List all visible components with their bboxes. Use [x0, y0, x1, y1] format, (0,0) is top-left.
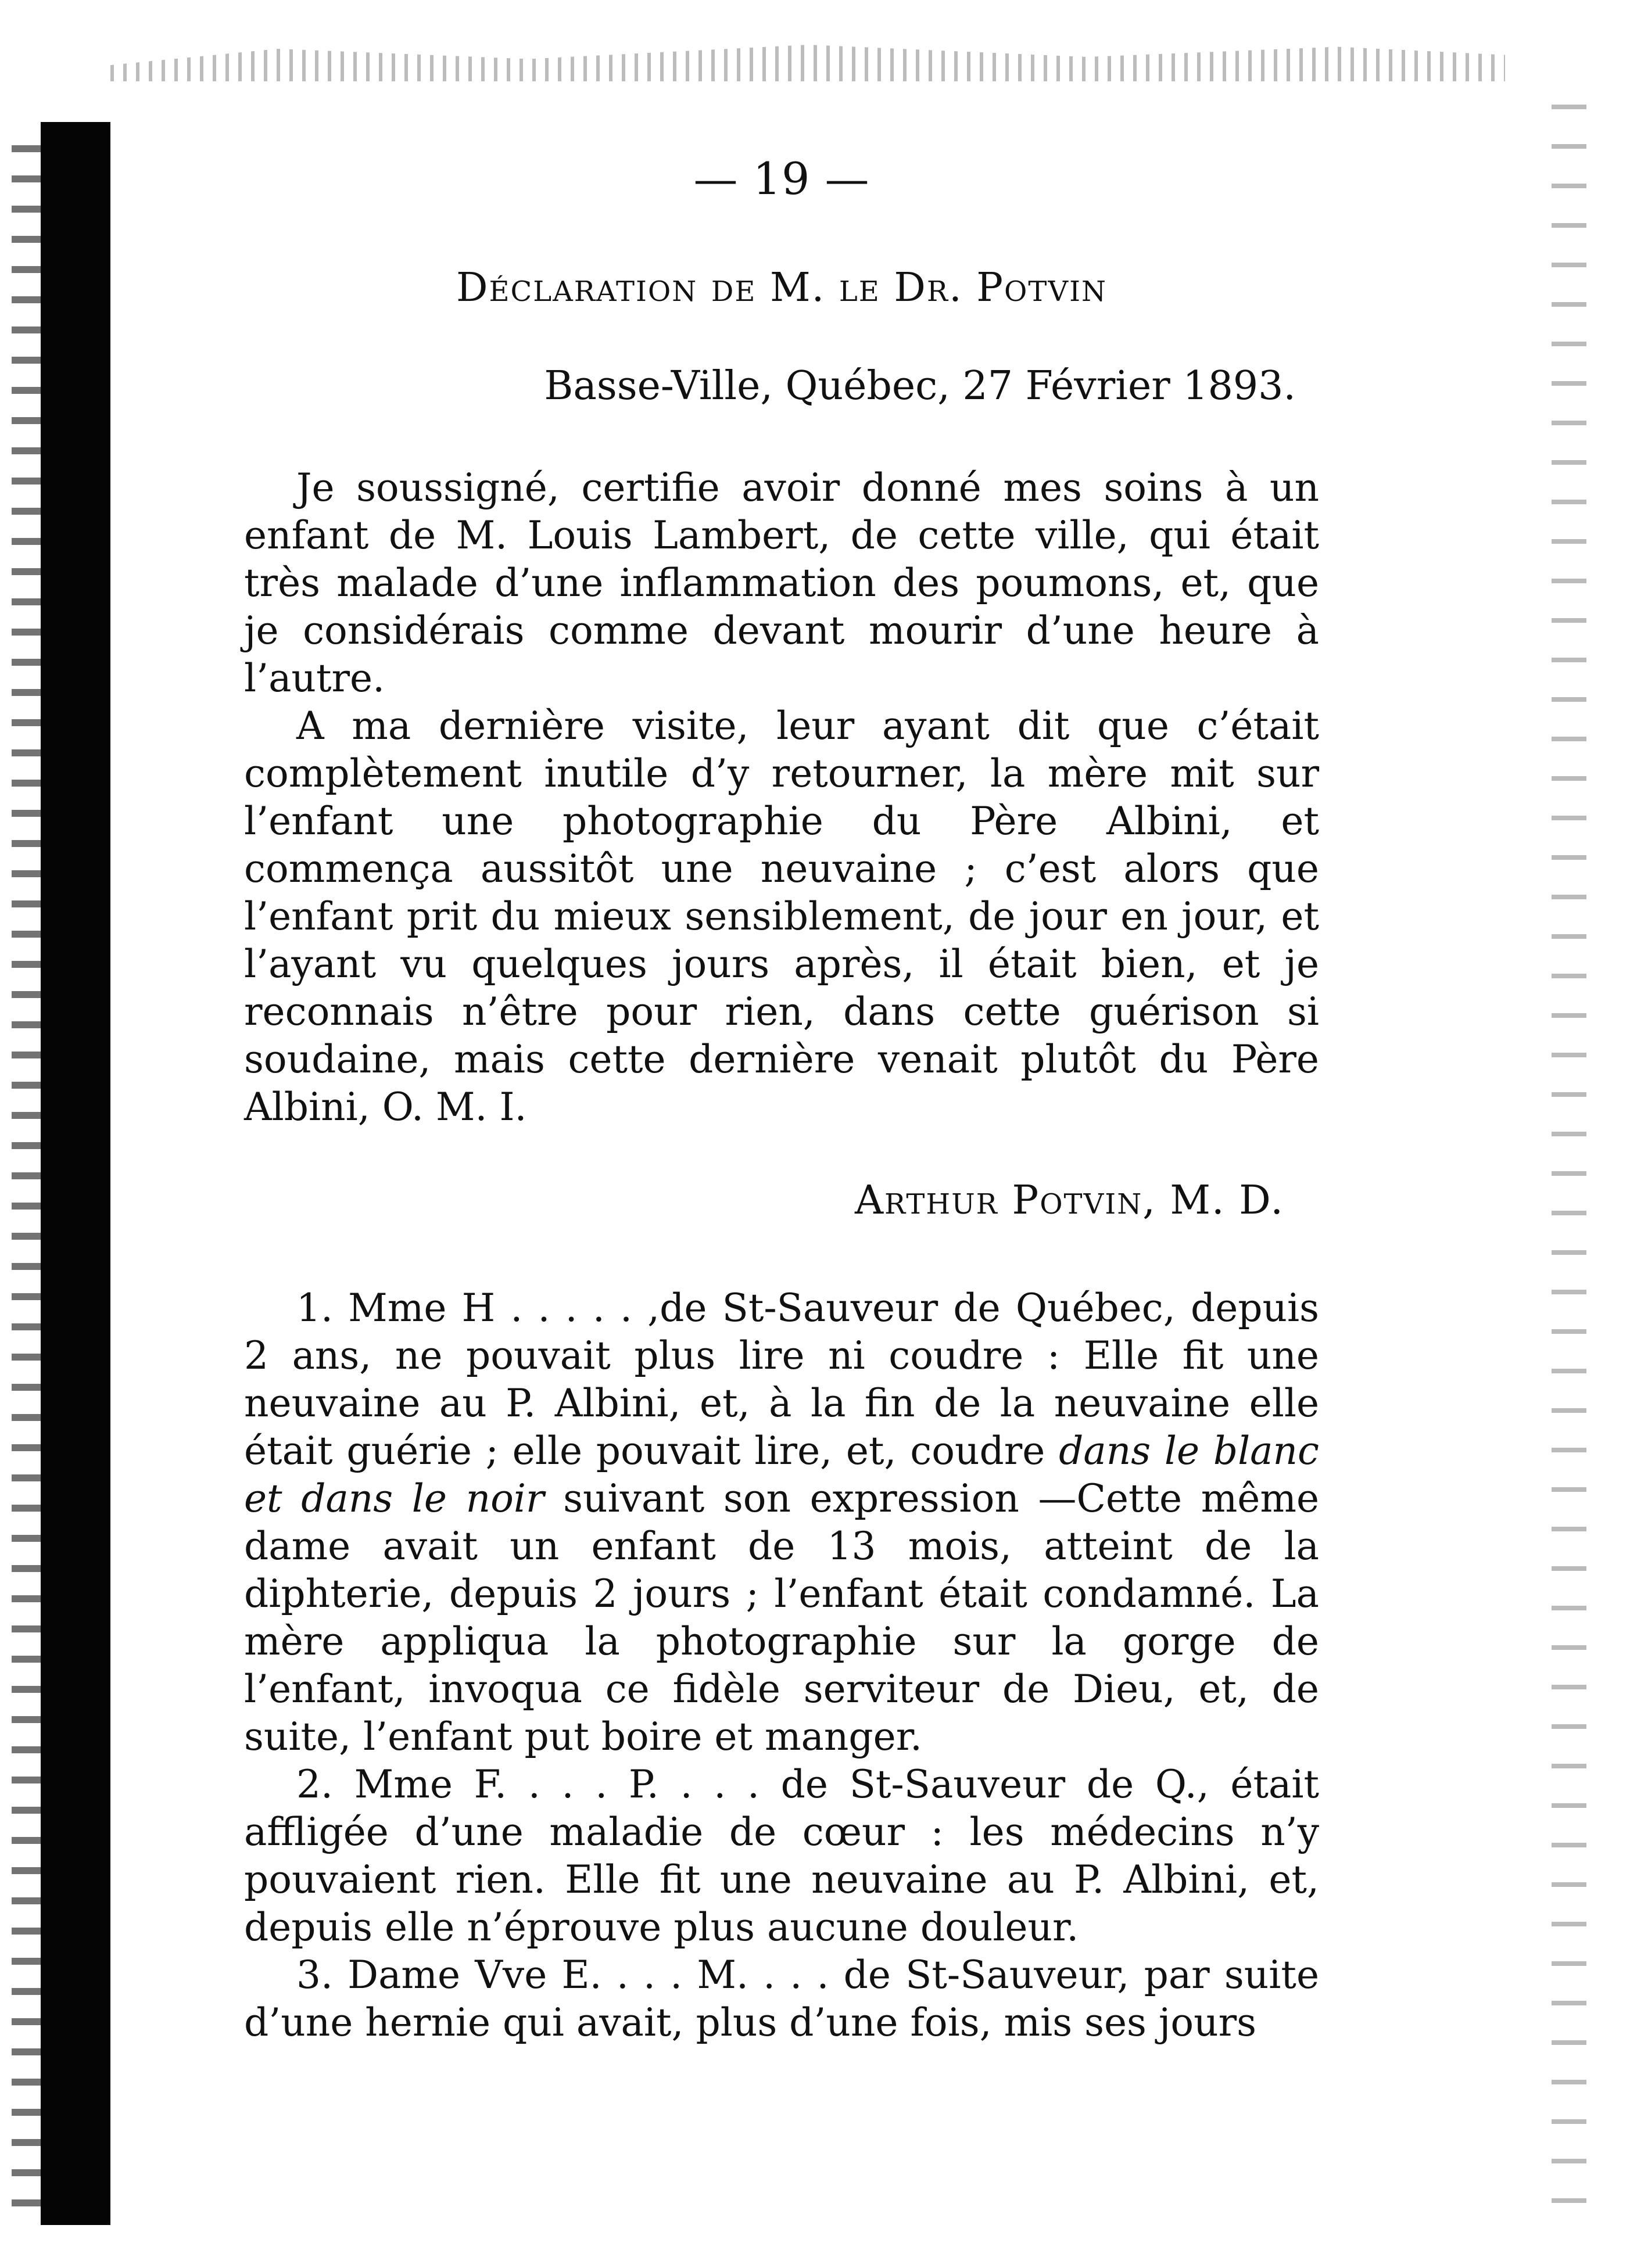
dateline: Basse-Ville, Québec, 27 Février 1893.: [544, 363, 1296, 409]
case-2: 2. Mme F. . . . P. . . . de St-Sauveur de Q., était affligée d’une maladie de cœur : les médecins n’y pouvaient rien. Elle fit une neuvaine au P. Albini, et, depuis elle n’éprouve plus aucune douleur.: [244, 1762, 1319, 1950]
declaration-paragraph-2: A ma dernière visite, leur ayant dit que c’était complètement inutile d’y retourner, la mère mit sur l’enfant une photographie du Père Albini, et commença aussitôt une neuvaine ; c’est alors que l’enfant prit du mieux sensiblement, de jour en jour, et l’ayant vu quelques jours après, il était bien, et je reconnais n’être pour rien, dans cette guérison si soudaine, mais cette dernière venait plutôt du Père Albini, O. M. I.: [244, 704, 1319, 1129]
case-1-text-after: suivant son expression —Cette même dame avait un enfant de 13 mois, atteint de la diphterie, depuis 2 jours ; l’enfant était condamné. La mère appliqua la photographie sur la gorge de l’enfant, invoqua ce fidèle serviteur de Dieu, et, de suite, l’enfant put boire et manger.: [244, 1476, 1320, 1759]
page-title: Déclaration de M. le Dr. Potvin: [456, 265, 1108, 311]
cases-list: [244, 1284, 1319, 2047]
signature: Arthur Potvin, M. D.: [854, 1178, 1284, 1223]
document-page: [244, 153, 1320, 2047]
declaration-paragraph-1: Je soussigné, certifie avoir donné mes soins à un enfant de M. Louis Lambert, de cette ville, qui était très malade d’une inflammation des poumons, et, que je considérais comme devant mourir d’une heure à l’autre.: [244, 465, 1319, 701]
page-number: — 19 —: [693, 153, 870, 204]
declaration-body: [244, 464, 1319, 1131]
case-1-italic: dans le blanc et dans le noir: [244, 1429, 1319, 1521]
scan-binding-edge: [41, 122, 110, 2225]
case-3: 3. Dame Vve E. . . . M. . . . de St-Sauveur, par suite d’une hernie qui avait, plus d’une fois, mis ses jours: [244, 1953, 1319, 2045]
case-1: [244, 1284, 1319, 1761]
scan-right-edge: [1552, 70, 1586, 2208]
case-1-text-before: 1. Mme H . . . . . ,de St-Sauveur de Québec, depuis 2 ans, ne pouvait plus lire ni coudre : Elle fit une neuvaine au P. Albini, et, à la fin de la neuvaine elle était guérie ; elle pouvait lire, et, coudre: [244, 1286, 1319, 1473]
scan-top-edge: [110, 41, 1505, 81]
